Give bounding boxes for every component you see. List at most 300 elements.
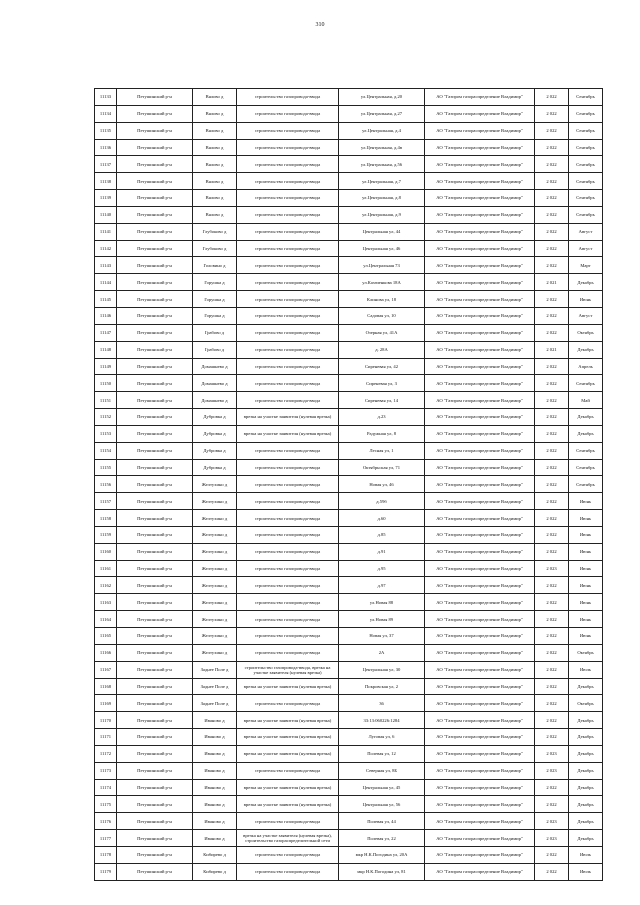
year-cell: 2 023 (535, 813, 569, 830)
row-number-cell: 11171 (95, 729, 117, 746)
address-cell: ул.Центральная, д.9 (339, 206, 425, 223)
work-type-cell: строительство газопровода-ввода (237, 442, 339, 459)
row-number-cell: 11156 (95, 476, 117, 493)
address-cell: Центральная ул, 45 (339, 779, 425, 796)
table-row (95, 594, 603, 611)
year-cell: 2 022 (535, 425, 569, 442)
year-cell: 2 022 (535, 206, 569, 223)
settlement-cell: Дубровка д (193, 409, 237, 426)
work-type-cell: строительство газопровода-ввода (237, 173, 339, 190)
organization-cell: АО "Газпром газораспределение Владимир" (425, 762, 535, 779)
row-number-cell: 11174 (95, 779, 117, 796)
work-type-cell: строительство газопровода-ввода, врезка на участке заявителя (нулевая врезка) (237, 661, 339, 678)
row-number-cell: 11149 (95, 358, 117, 375)
district-cell: Петушинский р-н (117, 358, 193, 375)
address-cell: Северная ул, 8Б (339, 762, 425, 779)
year-cell: 2 021 (535, 341, 569, 358)
address-cell: Центральная ул, 56 (339, 796, 425, 813)
month-cell: Декабрь (569, 813, 603, 830)
page-number: 310 (315, 22, 325, 28)
settlement-cell: Желтухино д (193, 526, 237, 543)
organization-cell: АО "Газпром газораспределение Владимир" (425, 594, 535, 611)
table-row (95, 644, 603, 661)
organization-cell: АО "Газпром газораспределение Владимир" (425, 796, 535, 813)
settlement-cell: Вялово д (193, 173, 237, 190)
settlement-cell: Вялово д (193, 206, 237, 223)
year-cell: 2 022 (535, 526, 569, 543)
organization-cell: АО "Газпром газораспределение Владимир" (425, 173, 535, 190)
table-row (95, 442, 603, 459)
district-cell: Петушинский р-н (117, 628, 193, 645)
month-cell: Март (569, 257, 603, 274)
table-row (95, 628, 603, 645)
settlement-cell: Вялово д (193, 139, 237, 156)
row-number-cell: 11138 (95, 173, 117, 190)
district-cell: Петушинский р-н (117, 729, 193, 746)
organization-cell: АО "Газпром газораспределение Владимир" (425, 257, 535, 274)
district-cell: Петушинский р-н (117, 526, 193, 543)
work-type-cell: врезка на участке заявителя (нулевая врезка) (237, 712, 339, 729)
row-number-cell: 11137 (95, 156, 117, 173)
address-cell: ул.Новая 89 (339, 611, 425, 628)
table-row (95, 156, 603, 173)
organization-cell: АО "Газпром газораспределение Владимир" (425, 813, 535, 830)
organization-cell: АО "Газпром газораспределение Владимир" (425, 156, 535, 173)
address-cell: Центральная ул, 46 (339, 240, 425, 257)
row-number-cell: 11161 (95, 560, 117, 577)
settlement-cell: Горушка д (193, 274, 237, 291)
settlement-cell: Заднее Поле д (193, 695, 237, 712)
organization-cell: АО "Газпром газораспределение Владимир" (425, 661, 535, 678)
organization-cell: АО "Газпром газораспределение Владимир" (425, 644, 535, 661)
year-cell: 2 022 (535, 307, 569, 324)
year-cell: 2 022 (535, 358, 569, 375)
work-type-cell: строительство газопровода-ввода (237, 105, 339, 122)
month-cell: Июнь (569, 628, 603, 645)
organization-cell: АО "Газпром газораспределение Владимир" (425, 779, 535, 796)
year-cell: 2 022 (535, 257, 569, 274)
organization-cell: АО "Газпром газораспределение Владимир" (425, 139, 535, 156)
work-type-cell: строительство газопровода-ввода (237, 156, 339, 173)
organization-cell: АО "Газпром газораспределение Владимир" (425, 425, 535, 442)
work-type-cell: строительство газопровода-ввода (237, 813, 339, 830)
work-type-cell: строительство газопровода-ввода (237, 577, 339, 594)
year-cell: 2 022 (535, 695, 569, 712)
work-type-cell: строительство газопровода-ввода (237, 476, 339, 493)
district-cell: Петушинский р-н (117, 644, 193, 661)
address-cell: Полевая ул, 12 (339, 745, 425, 762)
work-type-cell: врезка на участке заявителя (нулевая врезка) (237, 745, 339, 762)
district-cell: Петушинский р-н (117, 122, 193, 139)
district-cell: Петушинский р-н (117, 274, 193, 291)
settlement-cell: Домашнево д (193, 392, 237, 409)
organization-cell: АО "Газпром газораспределение Владимир" (425, 695, 535, 712)
district-cell: Петушинский р-н (117, 830, 193, 847)
month-cell: Апрель (569, 358, 603, 375)
settlement-cell: Горушка д (193, 291, 237, 308)
table-row (95, 813, 603, 830)
table-row (95, 695, 603, 712)
settlement-cell: Иваново д (193, 830, 237, 847)
district-cell: Петушинский р-н (117, 661, 193, 678)
row-number-cell: 11151 (95, 392, 117, 409)
settlement-cell: Иваново д (193, 712, 237, 729)
row-number-cell: 11173 (95, 762, 117, 779)
district-cell: Петушинский р-н (117, 291, 193, 308)
table-row (95, 863, 603, 880)
settlement-cell: Желтухино д (193, 611, 237, 628)
address-cell: 33:13:060226:1284 (339, 712, 425, 729)
year-cell: 2 023 (535, 830, 569, 847)
table-row (95, 796, 603, 813)
district-cell: Петушинский р-н (117, 543, 193, 560)
year-cell: 2 023 (535, 560, 569, 577)
row-number-cell: 11133 (95, 89, 117, 106)
year-cell: 2 022 (535, 459, 569, 476)
table-row (95, 358, 603, 375)
year-cell: 2 022 (535, 796, 569, 813)
table-row (95, 510, 603, 527)
work-type-cell: строительство газопровода-ввода (237, 274, 339, 291)
year-cell: 2 022 (535, 729, 569, 746)
month-cell: Декабрь (569, 409, 603, 426)
table-row (95, 661, 603, 678)
year-cell: 2 021 (535, 274, 569, 291)
work-type-cell: строительство газопровода-ввода (237, 863, 339, 880)
month-cell: Июнь (569, 594, 603, 611)
work-type-cell: строительство газопровода-ввода (237, 459, 339, 476)
settlement-cell: Кибирево д (193, 846, 237, 863)
settlement-cell: Вялово д (193, 190, 237, 207)
row-number-cell: 11155 (95, 459, 117, 476)
work-type-cell: строительство газопровода-ввода (237, 206, 339, 223)
address-cell: д.95 (339, 560, 425, 577)
organization-cell: АО "Газпром газораспределение Владимир" (425, 846, 535, 863)
district-cell: Петушинский р-н (117, 392, 193, 409)
table-row (95, 678, 603, 695)
year-cell: 2 022 (535, 644, 569, 661)
settlement-cell: Желтухино д (193, 628, 237, 645)
district-cell: Петушинский р-н (117, 493, 193, 510)
year-cell: 2 023 (535, 762, 569, 779)
row-number-cell: 11177 (95, 830, 117, 847)
address-cell: Сиреневая ул, 3 (339, 375, 425, 392)
district-cell: Петушинский р-н (117, 695, 193, 712)
organization-cell: АО "Газпром газораспределение Владимир" (425, 324, 535, 341)
year-cell: 2 022 (535, 190, 569, 207)
work-type-cell: строительство газопровода-ввода (237, 291, 339, 308)
settlement-cell: Желтухино д (193, 644, 237, 661)
year-cell: 2 022 (535, 375, 569, 392)
work-type-cell: строительство газопровода-ввода (237, 762, 339, 779)
month-cell: Июль (569, 846, 603, 863)
month-cell: Декабрь (569, 678, 603, 695)
settlement-cell: Домашнево д (193, 375, 237, 392)
row-number-cell: 11157 (95, 493, 117, 510)
table-row (95, 577, 603, 594)
month-cell: Октябрь (569, 695, 603, 712)
row-number-cell: 11165 (95, 628, 117, 645)
table-row (95, 729, 603, 746)
row-number-cell: 11143 (95, 257, 117, 274)
month-cell: Август (569, 307, 603, 324)
table-row (95, 257, 603, 274)
row-number-cell: 11159 (95, 526, 117, 543)
work-type-cell: строительство газопровода-ввода (237, 695, 339, 712)
work-type-cell: врезка на участке заявителя (нулевая врезка) (237, 409, 339, 426)
month-cell: Декабрь (569, 762, 603, 779)
work-type-cell: врезка на участке заявителя (нулевая врезка) (237, 425, 339, 442)
table-row (95, 105, 603, 122)
district-cell: Петушинский р-н (117, 442, 193, 459)
month-cell: Сентябрь (569, 375, 603, 392)
table-row (95, 476, 603, 493)
settlement-cell: Вялово д (193, 122, 237, 139)
year-cell: 2 022 (535, 661, 569, 678)
district-cell: Петушинский р-н (117, 409, 193, 426)
district-cell: Петушинский р-н (117, 510, 193, 527)
address-cell: Полевая ул, 44 (339, 813, 425, 830)
address-cell: ул.Казаченкова 18А (339, 274, 425, 291)
year-cell: 2 022 (535, 476, 569, 493)
table-row (95, 324, 603, 341)
row-number-cell: 11136 (95, 139, 117, 156)
work-type-cell: строительство газопровода-ввода (237, 644, 339, 661)
month-cell: Октябрь (569, 324, 603, 341)
district-cell: Петушинский р-н (117, 324, 193, 341)
address-cell: Октябрьская ул, 71 (339, 459, 425, 476)
organization-cell: АО "Газпром газораспределение Владимир" (425, 392, 535, 409)
month-cell: Декабрь (569, 712, 603, 729)
year-cell: 2 022 (535, 409, 569, 426)
organization-cell: АО "Газпром газораспределение Владимир" (425, 678, 535, 695)
table-row (95, 493, 603, 510)
year-cell: 2 023 (535, 745, 569, 762)
year-cell: 2 022 (535, 122, 569, 139)
table-row (95, 543, 603, 560)
row-number-cell: 11150 (95, 375, 117, 392)
settlement-cell: Вялово д (193, 105, 237, 122)
district-cell: Петушинский р-н (117, 611, 193, 628)
row-number-cell: 11164 (95, 611, 117, 628)
address-cell: 2А (339, 644, 425, 661)
organization-cell: АО "Газпром газораспределение Владимир" (425, 190, 535, 207)
month-cell: Сентябрь (569, 122, 603, 139)
month-cell: Июнь (569, 493, 603, 510)
row-number-cell: 11162 (95, 577, 117, 594)
organization-cell: АО "Газпром газораспределение Владимир" (425, 341, 535, 358)
address-cell: д.59б (339, 493, 425, 510)
settlement-cell: Заднее Поле д (193, 661, 237, 678)
organization-cell: АО "Газпром газораспределение Владимир" (425, 543, 535, 560)
work-type-cell: строительство газопровода-ввода (237, 324, 339, 341)
month-cell: Июль (569, 863, 603, 880)
district-cell: Петушинский р-н (117, 560, 193, 577)
work-type-cell: строительство газопровода-ввода (237, 611, 339, 628)
work-type-cell: строительство газопровода-ввода (237, 240, 339, 257)
organization-cell: АО "Газпром газораспределение Владимир" (425, 409, 535, 426)
address-cell: Новая ул, 37 (339, 628, 425, 645)
address-cell: ул.Центральная, д.7 (339, 173, 425, 190)
organization-cell: АО "Газпром газораспределение Владимир" (425, 206, 535, 223)
year-cell: 2 022 (535, 324, 569, 341)
district-cell: Петушинский р-н (117, 173, 193, 190)
address-cell: д.85 (339, 526, 425, 543)
district-cell: Петушинский р-н (117, 863, 193, 880)
month-cell: Сентябрь (569, 476, 603, 493)
month-cell: Сентябрь (569, 442, 603, 459)
settlement-cell: Глубоково д (193, 223, 237, 240)
settlement-cell: Горушка д (193, 307, 237, 324)
row-number-cell: 11168 (95, 678, 117, 695)
month-cell: Июнь (569, 510, 603, 527)
month-cell: Сентябрь (569, 89, 603, 106)
year-cell: 2 022 (535, 846, 569, 863)
work-type-cell: строительство газопровода-ввода (237, 223, 339, 240)
work-type-cell: строительство газопровода-ввода (237, 190, 339, 207)
district-cell: Петушинский р-н (117, 341, 193, 358)
address-cell: Клинова ул, 18 (339, 291, 425, 308)
table-row (95, 745, 603, 762)
year-cell: 2 022 (535, 223, 569, 240)
settlement-cell: Вялово д (193, 156, 237, 173)
work-type-cell: строительство газопровода-ввода (237, 493, 339, 510)
month-cell: Сентябрь (569, 139, 603, 156)
organization-cell: АО "Газпром газораспределение Владимир" (425, 745, 535, 762)
year-cell: 2 022 (535, 510, 569, 527)
settlement-cell: Иваново д (193, 779, 237, 796)
district-cell: Петушинский р-н (117, 678, 193, 695)
month-cell: Июнь (569, 526, 603, 543)
district-cell: Петушинский р-н (117, 190, 193, 207)
row-number-cell: 11141 (95, 223, 117, 240)
year-cell: 2 022 (535, 156, 569, 173)
organization-cell: АО "Газпром газораспределение Владимир" (425, 729, 535, 746)
row-number-cell: 11147 (95, 324, 117, 341)
table-row (95, 206, 603, 223)
month-cell: Июнь (569, 543, 603, 560)
address-cell: ул.Центральная, д.8 (339, 190, 425, 207)
year-cell: 2 022 (535, 611, 569, 628)
settlement-cell: Кибирево д (193, 863, 237, 880)
settlement-cell: Иваново д (193, 813, 237, 830)
month-cell: Июнь (569, 291, 603, 308)
table-row (95, 762, 603, 779)
organization-cell: АО "Газпром газораспределение Владимир" (425, 510, 535, 527)
organization-cell: АО "Газпром газораспределение Владимир" (425, 375, 535, 392)
row-number-cell: 11175 (95, 796, 117, 813)
district-cell: Петушинский р-н (117, 89, 193, 106)
row-number-cell: 11179 (95, 863, 117, 880)
month-cell: Июль (569, 661, 603, 678)
settlement-cell: Желтухино д (193, 510, 237, 527)
row-number-cell: 11134 (95, 105, 117, 122)
organization-cell: АО "Газпром газораспределение Владимир" (425, 223, 535, 240)
work-type-cell: врезка на участке заявителя (нулевая врезка) (237, 779, 339, 796)
work-type-cell: врезка на участке заявителя (нулевая врезка) (237, 678, 339, 695)
work-type-cell: строительство газопровода-ввода (237, 139, 339, 156)
district-cell: Петушинский р-н (117, 779, 193, 796)
organization-cell: АО "Газпром газораспределение Владимир" (425, 628, 535, 645)
district-cell: Петушинский р-н (117, 813, 193, 830)
organization-cell: АО "Газпром газораспределение Владимир" (425, 577, 535, 594)
address-cell: д.91 (339, 543, 425, 560)
month-cell: Июнь (569, 577, 603, 594)
month-cell: Август (569, 223, 603, 240)
work-type-cell: врезка на участке заявителя (нулевая врезка), строительство газораспределительной сети (237, 830, 339, 847)
district-cell: Петушинский р-н (117, 712, 193, 729)
row-number-cell: 11163 (95, 594, 117, 611)
row-number-cell: 11145 (95, 291, 117, 308)
year-cell: 2 022 (535, 240, 569, 257)
month-cell: Сентябрь (569, 459, 603, 476)
address-cell: ул.Центральная, д.56 (339, 156, 425, 173)
district-cell: Петушинский р-н (117, 240, 193, 257)
district-cell: Петушинский р-н (117, 577, 193, 594)
address-cell: мкр Н.К.Погодина ул, 20А (339, 846, 425, 863)
address-cell: Лесная ул, 1 (339, 442, 425, 459)
table-row (95, 846, 603, 863)
table-body (95, 89, 603, 881)
district-cell: Петушинский р-н (117, 425, 193, 442)
row-number-cell: 11160 (95, 543, 117, 560)
address-cell: д.60 (339, 510, 425, 527)
table-row (95, 830, 603, 847)
table-row (95, 375, 603, 392)
work-type-cell: строительство газопровода-ввода (237, 560, 339, 577)
year-cell: 2 022 (535, 392, 569, 409)
address-cell: Сиреневая ул, 14 (339, 392, 425, 409)
organization-cell: АО "Газпром газораспределение Владимир" (425, 240, 535, 257)
year-cell: 2 022 (535, 594, 569, 611)
district-cell: Петушинский р-н (117, 375, 193, 392)
row-number-cell: 11154 (95, 442, 117, 459)
month-cell: Декабрь (569, 274, 603, 291)
month-cell: Декабрь (569, 745, 603, 762)
address-cell: ул.Центральная, д.20 (339, 89, 425, 106)
district-cell: Петушинский р-н (117, 307, 193, 324)
organization-cell: АО "Газпром газораспределение Владимир" (425, 442, 535, 459)
district-cell: Петушинский р-н (117, 257, 193, 274)
settlement-cell: Дубровка д (193, 442, 237, 459)
address-cell: Луговая ул, 6 (339, 729, 425, 746)
table-row (95, 425, 603, 442)
work-type-cell: строительство газопровода-ввода (237, 89, 339, 106)
district-cell: Петушинский р-н (117, 459, 193, 476)
organization-cell: АО "Газпром газораспределение Владимир" (425, 830, 535, 847)
table-row (95, 223, 603, 240)
table-row (95, 611, 603, 628)
row-number-cell: 11135 (95, 122, 117, 139)
district-cell: Петушинский р-н (117, 846, 193, 863)
year-cell: 2 022 (535, 779, 569, 796)
year-cell: 2 022 (535, 105, 569, 122)
table-row (95, 459, 603, 476)
settlement-cell: Иваново д (193, 796, 237, 813)
organization-cell: АО "Газпром газораспределение Владимир" (425, 105, 535, 122)
month-cell: Сентябрь (569, 190, 603, 207)
address-cell: Радужная ул, 8 (339, 425, 425, 442)
month-cell: Сентябрь (569, 105, 603, 122)
district-cell: Петушинский р-н (117, 594, 193, 611)
settlement-cell: Иваново д (193, 729, 237, 746)
address-cell: ул.Новая 88 (339, 594, 425, 611)
month-cell: Август (569, 240, 603, 257)
row-number-cell: 11148 (95, 341, 117, 358)
settlement-cell: Головино д (193, 257, 237, 274)
address-cell: д.97 (339, 577, 425, 594)
organization-cell: АО "Газпром газораспределение Владимир" (425, 712, 535, 729)
